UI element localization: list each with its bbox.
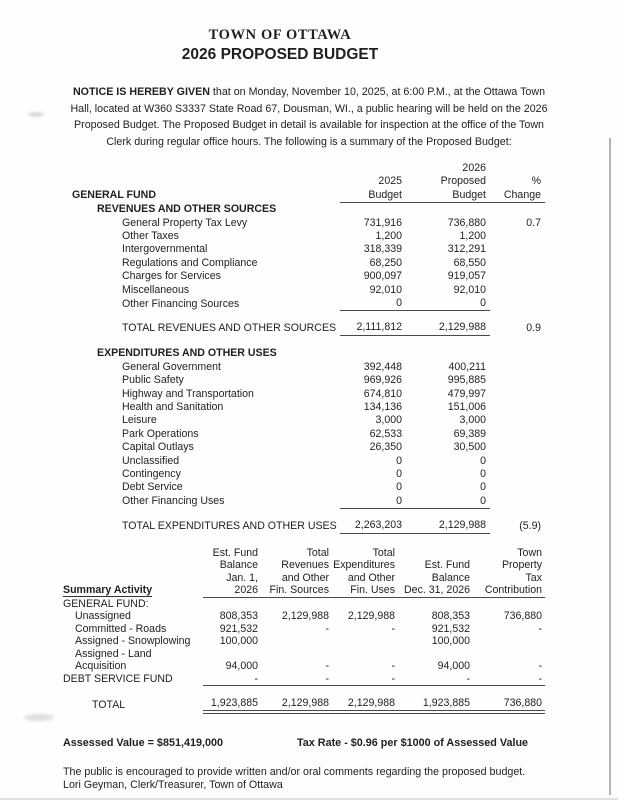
row-value: 134,136 [363,401,402,413]
row-label: Unassigned [75,610,131,623]
table-row [63,623,545,636]
row-value: 0.7 [526,216,541,229]
row-value [490,441,545,454]
notice-body: that on Monday, November 10, 2025, at 6:00 P.M., at the Ottawa Town Hall, located at W360 S3337 State Road 67, Dousman, WI., a public hearing will be held on the 2026 Proposed Budget. The Proposed Budget in detail is available for inspection at the office of the Town Clerk during regular office hours. The following is a summary of the Proposed Budget: [70,86,548,148]
row-value: 0 [396,468,402,481]
row-value: 921,532 [431,622,470,635]
row-value: 62,533 [369,427,402,440]
row-value [472,635,545,648]
expenditures-rows [72,361,545,509]
row-value: - [538,622,542,635]
col-header-2025: 2025 [378,175,402,188]
col-header-total-revenues: Total Revenues and Other Fin. Sources [261,547,331,598]
col-header-budget-2025: Budget [340,189,410,203]
page-subtitle: 2026 PROPOSED BUDGET [181,46,379,63]
row-label: Debt Service [122,481,183,494]
revenues-section-title [72,203,545,217]
row-value: 0 [480,481,486,494]
row-value [490,297,545,311]
scan-artifact-vertical-line [609,138,611,795]
row-value: 736,880 [503,610,542,623]
row-label: Capital Outlays [122,441,194,454]
revenues-title: REVENUES AND OTHER SOURCES [97,203,277,216]
row-label: Charges for Services [122,270,221,283]
row-value: 2,129,988 [331,686,398,712]
general-fund-table [72,162,545,534]
section-title-row [72,347,545,360]
row-value: 736,880 [447,216,486,229]
header-row-year [72,162,545,175]
col-header-proposed: Proposed [440,175,486,188]
row-value: 2,129,988 [410,311,490,335]
row-label: Unclassified [122,454,180,467]
table-row [63,610,545,623]
row-value: - [203,673,261,686]
revenues-rows [72,217,545,311]
assessed-value: Assessed Value = $851,419,000 [63,736,223,749]
row-label: TOTAL EXPENDITURES AND OTHER USES [122,519,337,532]
row-label: Intergovernmental [122,243,208,256]
header-row-labels-2 [72,189,545,203]
row-value: 1,200 [375,230,402,243]
row-value: 312,291 [447,243,486,256]
notice-paragraph [66,84,552,150]
table-row [72,230,545,243]
row-value: 731,916 [363,216,402,229]
general-fund-label: GENERAL FUND [72,189,156,202]
row-value: 1,200 [459,230,486,243]
table-row [72,495,545,509]
row-value: - [538,660,542,673]
col-header-percent: % [531,175,541,188]
row-value [490,374,545,387]
col-header-change: Change [490,189,545,203]
row-value: 30,500 [453,441,486,454]
summary-activity-label: Summary Activity [63,583,153,596]
row-label: TOTAL [92,699,126,712]
row-label: Highway and Transportation [122,387,254,400]
row-value: 736,880 [472,686,545,712]
row-value: - [398,673,472,686]
col-header-tax-contribution: Town Property Tax Contribution [472,547,545,598]
summary-header-row [63,547,545,598]
row-value [490,495,545,509]
public-comment-line: The public is encouraged to provide written and/or oral comments regarding the proposed budget. [63,765,526,778]
general-fund-table-header [72,162,545,203]
row-value: - [325,622,329,635]
row-value [490,284,545,297]
col-header-2026: 2026 [462,162,486,174]
row-value: 68,550 [453,256,486,269]
row-value: 1,923,885 [398,686,472,712]
expenditures-title: EXPENDITURES AND OTHER USES [97,347,277,360]
row-value: 2,111,812 [340,311,410,335]
row-value: 0 [410,297,490,311]
scan-artifact-smudge [28,112,44,117]
row-value: 674,810 [363,387,402,400]
row-value: 100,000 [219,635,258,648]
clerk-signature-line: Lori Geyman, Clerk/Treasurer, Town of Ottawa [63,779,283,792]
tax-rate: Tax Rate - $0.96 per $1000 of Assessed Value [296,736,529,749]
row-value: 995,885 [447,374,486,387]
table-row [72,257,545,270]
table-row [72,481,545,494]
section-title-row [72,203,545,217]
notice-lead: NOTICE IS HEREBY GIVEN [72,86,210,98]
row-label: Miscellaneous [122,283,190,296]
assessed-value-row [63,737,618,749]
row-value: 921,532 [219,622,258,635]
row-value: 3,000 [375,414,402,427]
row-value: 2,129,988 [410,509,490,533]
row-label: Leisure [122,414,157,427]
row-value: 100,000 [431,635,470,648]
row-value [490,455,545,468]
row-value [490,414,545,427]
table-row [63,648,545,673]
row-value: 0 [410,495,490,509]
table-row [72,468,545,481]
revenues-total-and-expenditures [72,311,545,361]
row-label: Assigned - Land Acquisition [75,647,152,673]
table-row [72,401,545,414]
row-value: 0.9 [526,321,541,334]
table-row [63,673,545,686]
row-label: Park Operations [122,427,199,440]
row-value: 400,211 [448,360,486,373]
row-label: Other Taxes [122,230,179,243]
expenditures-total [72,509,545,533]
table-row [72,428,545,441]
row-value [490,230,545,243]
table-row [63,635,545,648]
row-value [490,243,545,256]
row-value: 318,339 [363,243,402,256]
table-row [72,284,545,297]
row-value [490,361,545,374]
table-row [72,441,545,454]
row-value [261,635,331,648]
row-value: 900,097 [363,270,402,283]
total-revenues-row [72,311,545,335]
row-value: - [391,622,395,635]
row-value: 94,000 [437,660,470,673]
table-row [72,361,545,374]
summary-total [63,686,545,712]
row-value: - [331,673,398,686]
row-value: - [391,660,395,673]
row-label: Other Financing Uses [122,495,225,508]
row-label: Other Financing Sources [122,297,240,310]
row-value: 3,000 [459,414,486,427]
row-value: 92,010 [453,283,486,296]
row-value: 68,250 [369,256,402,269]
summary-table-header [63,547,545,598]
row-value: 94,000 [225,660,258,673]
table-row [72,388,545,401]
row-label: Health and Sanitation [122,401,224,413]
row-label: Public Safety [122,374,184,387]
row-value: 808,353 [431,610,470,623]
row-label: TOTAL REVENUES AND OTHER SOURCES [122,321,337,334]
row-value [490,257,545,270]
row-value: - [325,660,329,673]
group-label: GENERAL FUND: [63,597,149,610]
row-label: General Property Tax Levy [122,216,248,229]
row-value: 0 [396,454,402,467]
general-fund-group-row [63,597,545,610]
row-value: 392,448 [363,360,402,373]
col-header-total-expenditures: Total Expenditures and Other Fin. Uses [331,547,398,598]
row-label: Committed - Roads [75,622,167,635]
row-label: Assigned - Snowplowing [75,635,191,648]
header-row-labels-1 [72,175,545,188]
row-value: (5.9) [519,519,541,532]
row-value: 0 [480,454,486,467]
row-label: General Government [122,360,221,373]
row-value [490,428,545,441]
table-row [72,243,545,256]
summary-total-row [63,686,545,712]
row-value: 2,263,203 [340,509,410,533]
row-value: 0 [340,297,410,311]
spacer-row [72,335,545,347]
row-value: 2,129,988 [261,686,331,712]
row-value: 919,057 [447,270,486,283]
table-row [72,374,545,387]
row-value: 0 [396,481,402,494]
table-row [72,455,545,468]
row-value: 151,006 [447,401,486,413]
row-value: - [472,673,545,686]
row-value: 69,389 [453,427,486,440]
row-value [490,270,545,283]
table-row [72,414,545,427]
row-value: 2,129,988 [347,610,395,623]
col-header-budget-2026: Budget [410,189,490,203]
summary-rows [63,610,545,686]
page-title: TOWN OF OTTAWA [208,27,352,43]
row-value: - [261,673,331,686]
row-value: 26,350 [369,441,402,454]
scan-artifact-smudge [24,714,54,721]
row-value [490,388,545,401]
row-value: 92,010 [369,283,402,296]
row-label: DEBT SERVICE FUND [63,673,173,686]
table-row [72,297,545,311]
row-value [490,481,545,494]
summary-activity-table [63,547,545,714]
summary-group-label [63,597,545,610]
row-label: Contingency [122,468,181,481]
row-value: 969,926 [363,374,402,387]
row-value: 0 [340,495,410,509]
row-value: 0 [480,468,486,481]
row-value: 2,129,988 [281,610,329,623]
table-row [72,270,545,283]
col-header-fund-balance-dec: Est. Fund Balance Dec. 31, 2026 [398,547,472,598]
total-expenditures-row [72,509,545,533]
row-value: 808,353 [219,610,258,623]
footer-text [63,766,618,793]
row-label: Regulations and Compliance [122,256,258,269]
row-value [331,635,398,648]
row-value [490,468,545,481]
row-value: 479,997 [447,387,486,400]
col-header-fund-balance-jan: Est. Fund Balance Jan. 1, 2026 [203,547,261,598]
row-value: 1,923,885 [203,686,261,712]
row-value [490,401,545,414]
table-row [72,217,545,230]
